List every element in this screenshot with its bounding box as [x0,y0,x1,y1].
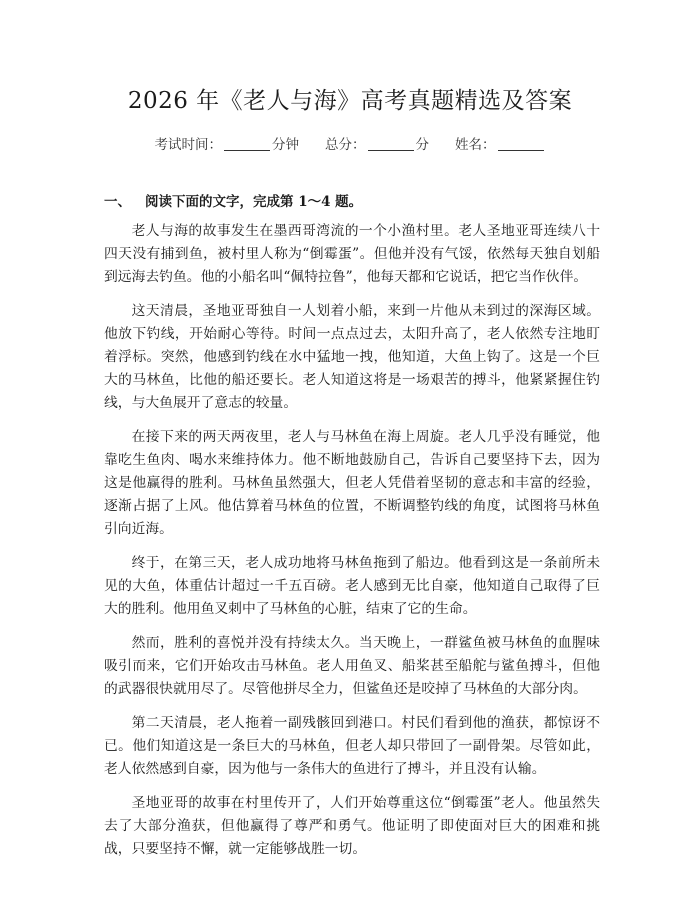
section-number: 一、 [104,194,131,210]
passage-paragraph-3: 在接下来的两天两夜里，老人与马林鱼在海上周旋。老人几乎没有睡觉，他靠吃生鱼肉、喝水来维持体力。他不断地鼓励自己，告诉自己要坚持下去，因为这是他赢得的胜利。马林鱼虽然强大，但老人凭借着坚韧的意志和丰富的经验，逐渐占据了上风。他估算着马林鱼的位置，不断调整钓线的角度，试图将马林鱼引向近海。 [104,429,600,537]
section-instruction: 阅读下面的文字，完成第 1～4 题。 [145,194,363,210]
passage-paragraph-4: 终于，在第三天，老人成功地将马林鱼拖到了船边。他看到这是一条前所未见的大鱼，体重估计超过一千五百磅。老人感到无比自豪，他知道自己取得了巨大的胜利。他用鱼叉刺中了马林鱼的心脏，结束了它的生命。 [104,555,600,617]
total-score-unit: 分 [415,137,429,153]
page-title: 2026 年《老人与海》高考真题精选及答案 [127,88,573,114]
name-blank [498,149,544,151]
exam-time-unit: 分钟 [272,137,299,153]
passage-paragraph-6: 第二天清晨，老人拖着一副残骸回到港口。村民们看到他的渔获，都惊讶不已。他们知道这是一条巨大的马林鱼，但老人却只带回了一副骨架。尽管如此，老人依然感到自豪，因为他与一条伟大的鱼进行了搏斗，并且没有认输。 [104,715,600,777]
passage-paragraph-1: 老人与海的故事发生在墨西哥湾流的一个小渔村里。老人圣地亚哥连续八十四天没有捕到鱼，被村里人称为“倒霉蛋”。但他并没有气馁，依然每天独自划船到远海去钓鱼。他的小船名叫“佩特拉鲁”，他每天都和它说话，把它当作伙伴。 [104,223,600,285]
name-label: 姓名： [455,137,496,153]
section-heading [104,190,362,210]
total-score-blank [368,149,414,151]
passage-paragraph-2: 这天清晨，圣地亚哥独自一人划着小船，来到一片他从未到过的深海区域。他放下钓线，开始耐心等待。时间一点点过去，太阳升高了，老人依然专注地盯着浮标。突然，他感到钓线在水中猛地一拽，他知道，大鱼上钩了。这是一个巨大的马林鱼，比他的船还要长。老人知道这将是一场艰苦的搏斗，他紧紧握住钓线，与大鱼展开了意志的较量。 [104,303,600,411]
reading-passage [104,220,600,872]
exam-time-blank [224,149,270,151]
passage-paragraph-5: 然而，胜利的喜悦并没有持续太久。当天晚上，一群鲨鱼被马林鱼的血腥味吸引而来，它们开始攻击马林鱼。老人用鱼叉、船桨甚至船舵与鲨鱼搏斗，但他的武器很快就用尽了。尽管他拼尽全力，但鲨鱼还是咬掉了马林鱼的大部分肉。 [104,635,600,697]
exam-info-line [0,133,700,153]
exam-time-label: 考试时间： [154,137,222,153]
total-score-label: 总分： [325,137,366,153]
passage-paragraph-7: 圣地亚哥的故事在村里传开了，人们开始尊重这位“倒霉蛋”老人。他虽然失去了大部分渔获，但他赢得了尊严和勇气。他证明了即使面对巨大的困难和挑战，只要坚持不懈，就一定能够战胜一切。 [104,795,600,857]
